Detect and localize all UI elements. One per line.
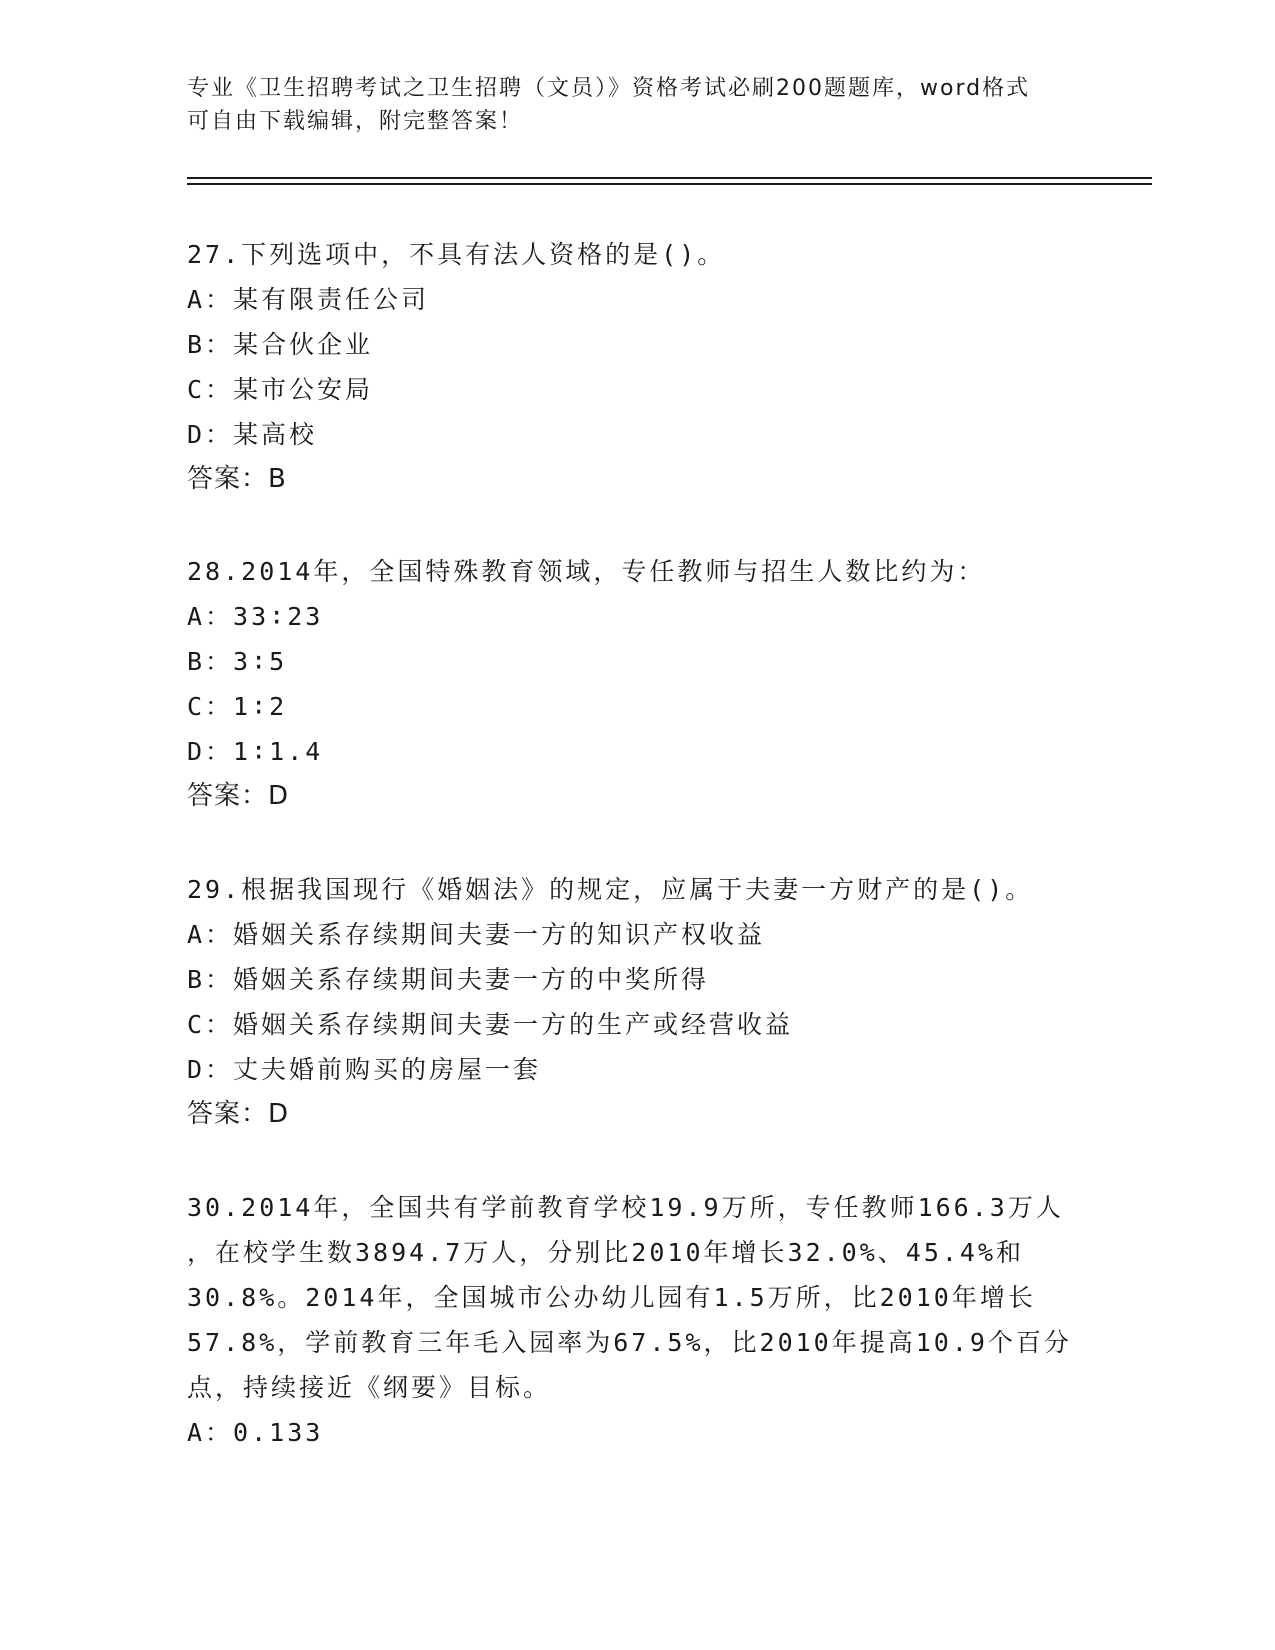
- question-stem-line-4: 57.8%，学前教育三年毛入园率为67.5%，比2010年提高10.9个百分: [187, 1328, 1072, 1357]
- answer-value: D: [268, 1099, 290, 1129]
- question-stem: 29.根据我国现行《婚姻法》的规定，应属于夫妻一方财产的是()。: [187, 875, 1034, 904]
- answer-line: [187, 457, 1067, 502]
- header-divider-bottom: [187, 183, 1152, 185]
- option-c: C：某市公安局: [187, 375, 374, 404]
- header-line-2: 可自由下载编辑，附完整答案！: [187, 109, 524, 134]
- option-a: A：婚姻关系存续期间夫妻一方的知识产权收益: [187, 920, 766, 949]
- answer-value: D: [268, 781, 290, 811]
- answer-label: 答案：: [187, 464, 269, 494]
- answer-line: [187, 774, 1067, 819]
- answer-label: 答案：: [187, 1099, 269, 1129]
- question-stem-line-5: 点，持续接近《纲要》目标。: [187, 1373, 552, 1402]
- answer-line: [187, 1092, 1067, 1137]
- question-stem-line-3: 30.8%。2014年，全国城市公办幼儿园有1.5万所，比2010年增长: [187, 1283, 1036, 1312]
- answer-label: 答案：: [187, 781, 269, 811]
- option-c: C：婚姻关系存续期间夫妻一方的生产或经营收益: [187, 1010, 794, 1039]
- option-d: D：丈夫婚前购买的房屋一套: [187, 1055, 542, 1084]
- option-d: D：1∶1.4: [187, 737, 324, 766]
- question-stem-line-1: 30.2014年，全国共有学前教育学校19.9万所，专任教师166.3万人: [187, 1193, 1064, 1222]
- question-30: [187, 1185, 1072, 1455]
- option-a: A：33∶23: [187, 602, 324, 631]
- question-28: [187, 549, 1067, 819]
- option-b: B：婚姻关系存续期间夫妻一方的中奖所得: [187, 965, 710, 994]
- question-27: [187, 232, 1067, 502]
- option-a: A：某有限责任公司: [187, 285, 430, 314]
- option-d: D：某高校: [187, 420, 318, 449]
- answer-value: B: [268, 464, 287, 494]
- option-a: A：0.133: [187, 1418, 324, 1447]
- header-divider-top: [187, 177, 1152, 179]
- question-stem-line-2: ，在校学生数3894.7万人，分别比2010年增长32.0%、45.4%和: [187, 1238, 1025, 1267]
- option-b: B：某合伙企业: [187, 330, 374, 359]
- question-29: [187, 867, 1067, 1137]
- option-c: C：1∶2: [187, 692, 288, 721]
- question-stem: 28.2014年，全国特殊教育领域，专任教师与招生人数比约为：: [187, 557, 986, 586]
- document-header: [187, 72, 1067, 138]
- option-b: B：3∶5: [187, 647, 288, 676]
- header-line-1: 专业《卫生招聘考试之卫生招聘（文员）》资格考试必刷200题题库，word格式: [187, 76, 1031, 101]
- question-stem: 27.下列选项中，不具有法人资格的是()。: [187, 240, 726, 269]
